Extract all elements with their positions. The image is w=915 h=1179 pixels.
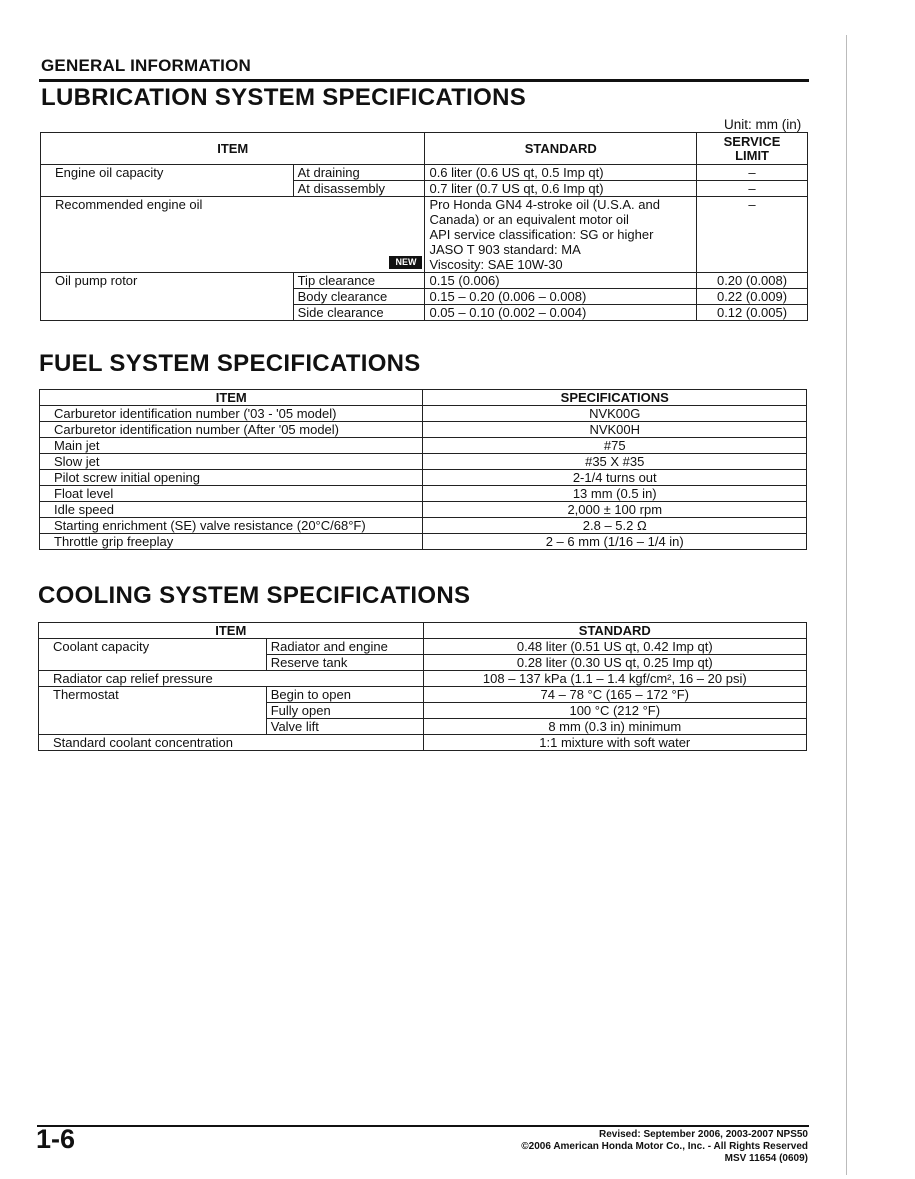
lubrication-title: LUBRICATION SYSTEM SPECIFICATIONS bbox=[41, 84, 527, 111]
table-row bbox=[40, 406, 807, 422]
standard-value: 100 °C (212 °F) bbox=[423, 703, 806, 719]
sub-item: Radiator and engine bbox=[266, 639, 423, 655]
table-row bbox=[40, 422, 807, 438]
limit-value: 0.20 (0.008) bbox=[697, 273, 808, 289]
limit-value: – bbox=[697, 165, 808, 181]
item-label: Slow jet bbox=[40, 454, 423, 470]
limit-value: – bbox=[697, 181, 808, 197]
table-row bbox=[40, 534, 807, 550]
item-label: Starting enrichment (SE) valve resistance (20°C/68°F) bbox=[40, 518, 423, 534]
sub-item: Fully open bbox=[266, 703, 423, 719]
unit-label: Unit: mm (in) bbox=[724, 117, 802, 132]
table-row bbox=[39, 687, 807, 703]
sub-item: Reserve tank bbox=[266, 655, 423, 671]
table-row bbox=[39, 671, 807, 687]
table-row bbox=[39, 735, 807, 751]
limit-value: 0.22 (0.009) bbox=[697, 289, 808, 305]
footer-copyright: ©2006 American Honda Motor Co., Inc. - All Rights Reserved bbox=[521, 1141, 808, 1152]
spec-value: 2-1/4 turns out bbox=[423, 470, 807, 486]
footer-code: MSV 11654 (0609) bbox=[724, 1153, 808, 1164]
standard-value: 0.48 liter (0.51 US qt, 0.42 Imp qt) bbox=[423, 639, 806, 655]
table-row bbox=[40, 486, 807, 502]
item-label: Pilot screw initial opening bbox=[40, 470, 423, 486]
sub-item: Side clearance bbox=[293, 305, 425, 321]
table-row bbox=[40, 518, 807, 534]
standard-value: 0.15 – 0.20 (0.006 – 0.008) bbox=[425, 289, 697, 305]
table-row bbox=[39, 639, 807, 655]
standard-value: 0.15 (0.006) bbox=[425, 273, 697, 289]
item-label: Idle speed bbox=[40, 502, 423, 518]
spec-value: #75 bbox=[423, 438, 807, 454]
fuel-title: FUEL SYSTEM SPECIFICATIONS bbox=[39, 350, 421, 377]
standard-value: 0.05 – 0.10 (0.002 – 0.004) bbox=[425, 305, 697, 321]
sub-item: Valve lift bbox=[266, 719, 423, 735]
standard-value: 8 mm (0.3 in) minimum bbox=[423, 719, 806, 735]
footer-rule bbox=[37, 1125, 809, 1127]
lubrication-table bbox=[40, 132, 808, 321]
table-row bbox=[40, 470, 807, 486]
col-standard: STANDARD bbox=[425, 133, 697, 165]
item-label: Recommended engine oil NEW bbox=[41, 197, 425, 273]
limit-value: 0.12 (0.005) bbox=[697, 305, 808, 321]
item-label: Oil pump rotor bbox=[41, 273, 294, 321]
col-item: ITEM bbox=[41, 133, 425, 165]
item-label: Float level bbox=[40, 486, 423, 502]
new-badge: NEW bbox=[389, 256, 422, 269]
sub-item: Begin to open bbox=[266, 687, 423, 703]
spec-value: NVK00G bbox=[423, 406, 807, 422]
limit-value: – bbox=[697, 197, 808, 273]
spec-value: NVK00H bbox=[423, 422, 807, 438]
sub-item: Body clearance bbox=[293, 289, 425, 305]
spec-value: 13 mm (0.5 in) bbox=[423, 486, 807, 502]
item-label: Thermostat bbox=[39, 687, 267, 735]
table-header-row bbox=[40, 390, 807, 406]
table-row bbox=[41, 165, 808, 181]
item-label: Standard coolant concentration bbox=[39, 735, 424, 751]
item-label: Main jet bbox=[40, 438, 423, 454]
page-edge-line bbox=[846, 35, 847, 1175]
spec-value: #35 X #35 bbox=[423, 454, 807, 470]
col-service-limit: SERVICE LIMIT bbox=[697, 133, 808, 165]
standard-value: 108 – 137 kPa (1.1 – 1.4 kgf/cm², 16 – 20 psi) bbox=[423, 671, 806, 687]
table-header-row bbox=[39, 623, 807, 639]
standard-value: 0.7 liter (0.7 US qt, 0.6 Imp qt) bbox=[425, 181, 697, 197]
footer-notice bbox=[521, 1129, 808, 1165]
standard-value: 1:1 mixture with soft water bbox=[423, 735, 806, 751]
col-item: ITEM bbox=[40, 390, 423, 406]
footer-revised: Revised: September 2006, 2003-2007 NPS50 bbox=[598, 1129, 808, 1140]
sub-item: At draining bbox=[293, 165, 425, 181]
table-header-row bbox=[41, 133, 808, 165]
table-row bbox=[40, 502, 807, 518]
standard-value: 0.6 liter (0.6 US qt, 0.5 Imp qt) bbox=[425, 165, 697, 181]
table-row bbox=[40, 454, 807, 470]
item-label: Carburetor identification number (After '05 model) bbox=[40, 422, 423, 438]
page-number: 1-6 bbox=[36, 1124, 76, 1154]
spec-value: 2 – 6 mm (1/16 – 1/4 in) bbox=[423, 534, 807, 550]
item-label: Carburetor identification number ('03 - '05 model) bbox=[40, 406, 423, 422]
spec-value: 2.8 – 5.2 Ω bbox=[423, 518, 807, 534]
col-standard: STANDARD bbox=[423, 623, 806, 639]
fuel-table bbox=[39, 389, 807, 550]
sub-item: At disassembly bbox=[293, 181, 425, 197]
item-label: Radiator cap relief pressure bbox=[39, 671, 424, 687]
standard-value: 0.28 liter (0.30 US qt, 0.25 Imp qt) bbox=[423, 655, 806, 671]
table-row bbox=[41, 197, 808, 273]
cooling-title: COOLING SYSTEM SPECIFICATIONS bbox=[38, 582, 471, 609]
col-item: ITEM bbox=[39, 623, 424, 639]
header-rule bbox=[39, 79, 809, 82]
col-specifications: SPECIFICATIONS bbox=[423, 390, 807, 406]
table-row bbox=[40, 438, 807, 454]
spec-value: 2,000 ± 100 rpm bbox=[423, 502, 807, 518]
section-label: GENERAL INFORMATION bbox=[41, 56, 251, 75]
standard-value: 74 – 78 °C (165 – 172 °F) bbox=[423, 687, 806, 703]
table-row bbox=[41, 273, 808, 289]
item-label: Engine oil capacity bbox=[41, 165, 294, 197]
cooling-table bbox=[38, 622, 807, 751]
standard-value: Pro Honda GN4 4-stroke oil (U.S.A. and Canada) or an equivalent motor oil API service classification: SG or higher JASO T 903 standard: MA Viscosity: SAE 10W-30 bbox=[425, 197, 697, 273]
sub-item: Tip clearance bbox=[293, 273, 425, 289]
item-label: Throttle grip freeplay bbox=[40, 534, 423, 550]
item-label: Coolant capacity bbox=[39, 639, 267, 671]
